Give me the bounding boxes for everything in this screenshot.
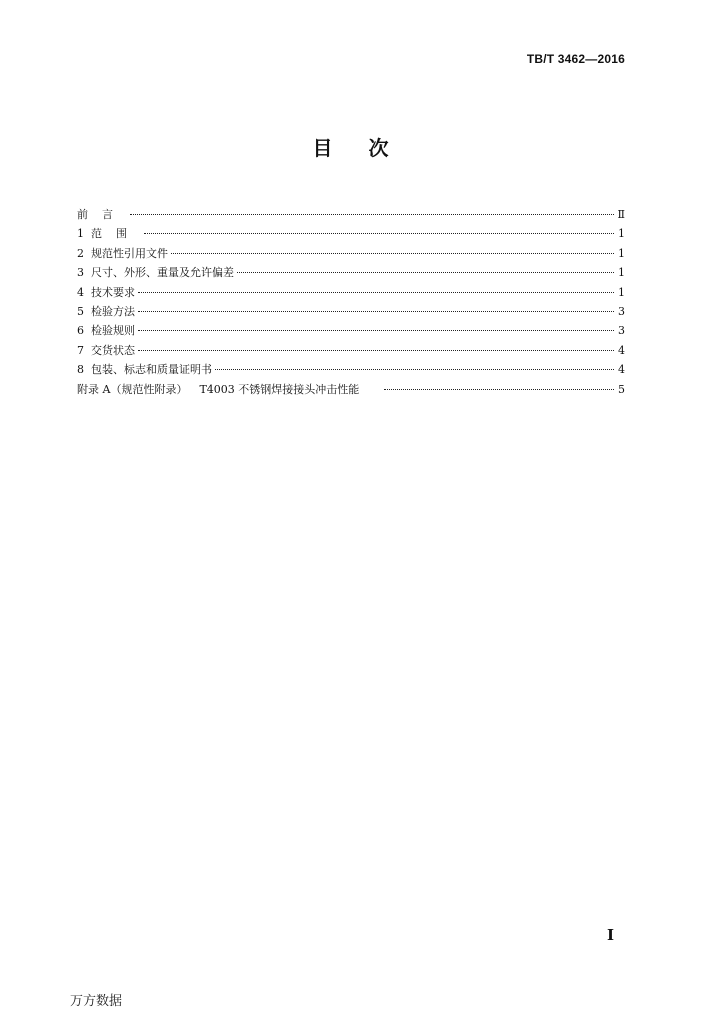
toc-entry-foreword[interactable] xyxy=(77,206,625,225)
toc-title-char-1: 目 xyxy=(312,136,333,160)
table-of-contents xyxy=(77,206,625,400)
toc-entry-label: 包装、标志和质量证明书 xyxy=(91,363,212,377)
appendix-title: T4003 不锈钢焊接接头冲击性能 xyxy=(199,382,360,396)
toc-entry-delivery-condition[interactable] xyxy=(77,342,625,361)
toc-entry-label: 检验规则 xyxy=(91,324,135,338)
toc-entry-page: 4 xyxy=(618,343,625,357)
page-number: I xyxy=(606,926,614,944)
toc-entry-page: 4 xyxy=(618,363,625,377)
toc-entry-packaging[interactable] xyxy=(77,361,625,380)
toc-entry-page: 1 xyxy=(618,285,625,299)
toc-entry-label: 技术要求 xyxy=(91,285,135,299)
toc-leader xyxy=(384,388,614,390)
watermark-text: 万方数据 xyxy=(70,994,123,1009)
toc-entry-number: 4 xyxy=(77,285,84,299)
toc-entry-appendix-a[interactable] xyxy=(77,381,625,400)
toc-entry-number: 8 xyxy=(77,363,84,377)
toc-entry-number: 5 xyxy=(77,304,84,318)
toc-entry-page: 3 xyxy=(618,304,625,318)
toc-entry-label: 检验方法 xyxy=(91,304,135,318)
toc-entry-page: 1 xyxy=(618,227,625,241)
toc-entry-number: 3 xyxy=(77,266,84,280)
toc-entry-normative-references[interactable] xyxy=(77,245,625,264)
standard-code: TB/T 3462—2016 xyxy=(526,52,625,66)
toc-entry-test-methods[interactable] xyxy=(77,303,625,322)
toc-entry-number: 1 xyxy=(77,227,84,241)
toc-leader xyxy=(130,213,614,215)
toc-entry-number: 2 xyxy=(77,246,84,260)
toc-leader xyxy=(144,232,614,234)
toc-entry-number: 7 xyxy=(77,343,84,357)
appendix-prefix: 附录 A（规范性附录） xyxy=(77,382,188,396)
toc-entry-label: 规范性引用文件 xyxy=(91,246,168,260)
toc-entry-page: 1 xyxy=(618,266,625,280)
toc-leader xyxy=(237,271,614,273)
toc-leader xyxy=(138,349,614,351)
toc-entry-label: 前言 xyxy=(77,208,127,221)
toc-entry-label: 尺寸、外形、重量及允许偏差 xyxy=(91,266,234,280)
toc-entry-scope[interactable] xyxy=(77,225,625,244)
toc-leader xyxy=(138,329,614,331)
toc-entry-inspection-rules[interactable] xyxy=(77,322,625,341)
toc-entry-page: 5 xyxy=(618,382,625,396)
toc-leader xyxy=(138,291,614,293)
toc-title xyxy=(0,132,701,161)
toc-entry-page: 3 xyxy=(618,324,625,338)
toc-entry-page: Ⅱ xyxy=(617,208,625,221)
toc-entry-label: 范围 xyxy=(91,227,141,241)
toc-leader xyxy=(215,368,614,370)
toc-entry-technical-requirements[interactable] xyxy=(77,284,625,303)
toc-leader xyxy=(171,252,614,254)
toc-entry-page: 1 xyxy=(618,246,625,260)
toc-entry-dimensions[interactable] xyxy=(77,264,625,283)
toc-entry-number: 6 xyxy=(77,324,84,338)
toc-entry-label: 交货状态 xyxy=(91,343,135,357)
toc-title-char-2: 次 xyxy=(368,136,389,160)
toc-leader xyxy=(138,310,614,312)
